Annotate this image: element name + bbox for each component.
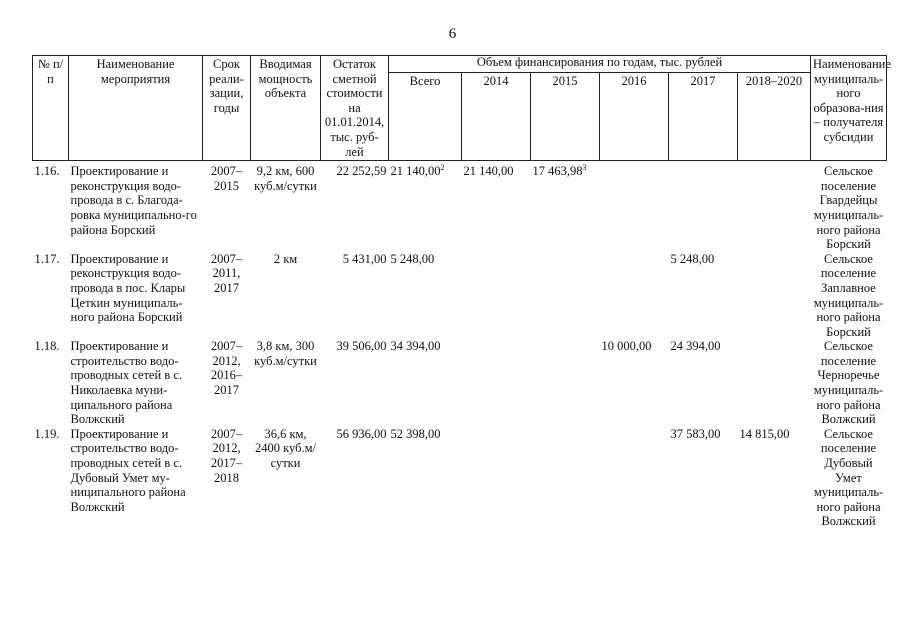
footnote-mark: 2 [440, 163, 445, 172]
header-2014: 2014 [462, 73, 531, 161]
row-2015 [531, 252, 600, 340]
row-total: 52 398,00 [390, 426, 441, 441]
row-2017: 37 583,00 [670, 426, 721, 441]
row-recipient: Сельское поселение Гвардейцы муниципаль-ного района Борский [813, 164, 884, 252]
table-row [33, 427, 887, 529]
row-2017: 24 394,00 [670, 339, 721, 354]
row-remainder: 5 431,00 [342, 251, 387, 266]
row-name: Проектирование и реконструкция водо-провода в пос. Клары Цеткин муниципаль-ного района Борский [70, 251, 186, 325]
header-name: Наименование мероприятия [69, 56, 203, 161]
row-num: 1.17. [34, 251, 60, 266]
row-name: Проектирование и реконструкция водо-провода в с. Благода-ровка муниципально-го района Борский [70, 164, 197, 237]
header-recipient: Наименование муниципаль-ного образова-ния – получателя субсидии [811, 56, 887, 161]
row-remainder: 22 252,59 [336, 164, 387, 179]
row-2014 [462, 339, 531, 427]
header-2016: 2016 [600, 73, 669, 161]
row-2016: 10 000,00 [601, 339, 652, 354]
row-recipient: Сельское поселение Черноречье муниципаль-ного района Волжский [813, 339, 884, 427]
row-capacity: 2 км [273, 251, 298, 266]
row-remainder: 56 936,00 [336, 426, 387, 441]
row-2015: 17 463,98$^3$ [532, 163, 587, 179]
header-term: Срок реали-зации, годы [203, 56, 251, 161]
row-2014 [462, 427, 531, 529]
row-recipient: Сельское поселение Дубовый Умет муниципаль-ного района Волжский [813, 426, 884, 529]
row-capacity: 36,6 км, 2400 куб.м/сутки [255, 426, 316, 471]
header-2017: 2017 [669, 73, 738, 161]
row-name: Проектирование и строительство водо-проводных сетей в с. Дубовый Умет му-ниципального района Волжский [70, 426, 186, 514]
row-2018-2020: 14 815,00 [739, 426, 790, 441]
row-2014 [462, 252, 531, 340]
row-recipient: Сельское поселение Заплавное муниципаль-ного района Борский [813, 251, 884, 339]
row-term: 2007–2012, 2016–2017 [210, 339, 243, 398]
row-total: 5 248,00 [390, 251, 435, 266]
row-2017: 5 248,00 [670, 251, 715, 266]
row-2018-2020 [738, 339, 811, 427]
row-remainder: 39 506,00 [336, 339, 387, 354]
row-term: 2007–2012, 2017–2018 [210, 426, 243, 485]
page-number: 6 [448, 26, 457, 42]
table-row [33, 161, 887, 252]
header-remainder: Остаток сметной стоимости на 01.01.2014, тыс. руб-лей [321, 56, 389, 161]
header-funding-group: Объем финансирования по годам, тыс. рублей [389, 56, 811, 73]
financing-table [32, 55, 891, 529]
row-2016 [600, 427, 669, 529]
row-2018-2020 [738, 161, 811, 252]
row-2015 [531, 339, 600, 427]
table-row [33, 252, 887, 340]
row-2016 [600, 252, 669, 340]
row-num: 1.18. [34, 339, 60, 354]
table-row [33, 339, 887, 427]
row-capacity: 3,8 км, 300 куб.м/сутки [254, 339, 317, 368]
row-2017 [669, 161, 738, 252]
row-2016 [600, 161, 669, 252]
row-num: 1.16. [34, 164, 60, 179]
table-header [33, 55, 891, 161]
row-name: Проектирование и строительство водо-проводных сетей в с. Николаевка муни-ципального района Волжский [70, 339, 182, 427]
header-2015: 2015 [531, 73, 600, 161]
row-term: 2007–2015 [210, 164, 243, 193]
row-2015 [531, 427, 600, 529]
row-term: 2007–2011, 2017 [210, 251, 243, 295]
row-2018-2020 [738, 252, 811, 340]
row-capacity: 9,2 км, 600 куб.м/сутки [254, 164, 317, 193]
row-total: 21 140,00$^2$ [390, 163, 445, 179]
row-2014: 21 140,00 [463, 164, 514, 179]
row-num: 1.19. [34, 426, 60, 441]
header-capacity: Вводимая мощность объекта [251, 56, 321, 161]
header-total: Всего [389, 73, 462, 161]
footnote-mark: 3 [582, 163, 587, 172]
header-2018-2020: 2018–2020 [738, 73, 811, 161]
row-total: 34 394,00 [390, 339, 441, 354]
header-num: № п/п [33, 56, 69, 161]
